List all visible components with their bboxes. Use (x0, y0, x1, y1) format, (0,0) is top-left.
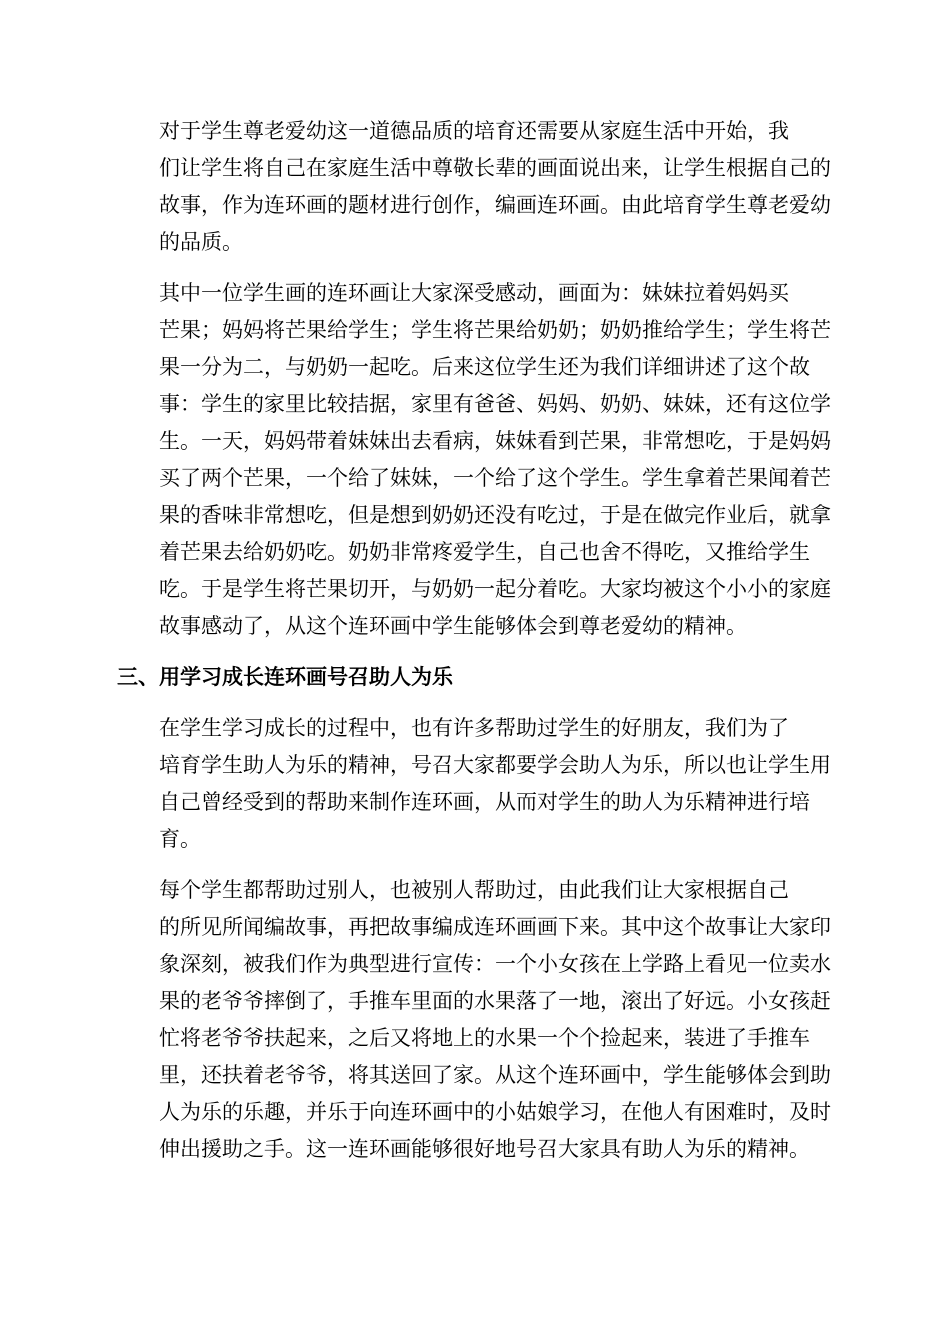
text-line: 故事感动了，从这个连环画中学生能够体会到尊老爱幼的精神。 (159, 614, 747, 638)
text-line: 果的香味非常想吃，但是想到奶奶还没有吃过，于是在做完作业后，就拿 (159, 503, 831, 527)
text-line: 事：学生的家里比较拮据，家里有爸爸、妈妈、奶奶、妹妹，还有这位学 (159, 392, 831, 416)
text-line: 育。 (159, 827, 201, 851)
text-line: 忙将老爷爷扶起来，之后又将地上的水果一个个捡起来，装进了手推车 (159, 1026, 810, 1050)
text-line: 们让学生将自己在家庭生活中尊敬长辈的画面说出来，让学生根据自己的 (159, 156, 831, 180)
text-line: 买了两个芒果，一个给了妹妹，一个给了这个学生。学生拿着芒果闻着芒 (159, 466, 831, 490)
text-line: 芒果；妈妈将芒果给学生；学生将芒果给奶奶；奶奶推给学生；学生将芒 (159, 318, 831, 342)
paragraph-helping-others-intro (117, 710, 835, 858)
paragraph-respect-elders-intro (117, 113, 835, 261)
text-line: 果一分为二，与奶奶一起吃。后来这位学生还为我们详细讲述了这个故 (159, 355, 810, 379)
text-line: 的所见所闻编故事，再把故事编成连环画画下来。其中这个故事让大家印 (159, 915, 831, 939)
text-line: 培育学生助人为乐的精神，号召大家都要学会助人为乐，所以也让学生用 (159, 753, 831, 777)
text-line: 着芒果去给奶奶吃。奶奶非常疼爱学生，自己也舍不得吃，又推给学生 (159, 540, 810, 564)
paragraph-mango-story (117, 275, 835, 645)
section-heading: 三、用学习成长连环画号召助人为乐 (117, 665, 453, 689)
text-line: 在学生学习成长的过程中，也有许多帮助过学生的好朋友，我们为了 (159, 716, 789, 740)
paragraph-girl-helps-grandpa (117, 872, 835, 1168)
text-line: 里，还扶着老爷爷，将其送回了家。从这个连环画中，学生能够体会到助 (159, 1063, 831, 1087)
text-line: 果的老爷爷摔倒了，手推车里面的水果落了一地，滚出了好远。小女孩赶 (159, 989, 831, 1013)
text-line: 伸出援助之手。这一连环画能够很好地号召大家具有助人为乐的精神。 (159, 1137, 810, 1161)
text-line: 的品质。 (159, 230, 243, 254)
text-line: 象深刻，被我们作为典型进行宣传：一个小女孩在上学路上看见一位卖水 (159, 952, 831, 976)
text-line: 每个学生都帮助过别人，也被别人帮助过，由此我们让大家根据自己 (159, 878, 789, 902)
document-body (117, 113, 835, 1182)
text-line: 故事，作为连环画的题材进行创作，编画连环画。由此培育学生尊老爱幼 (159, 193, 831, 217)
text-line: 吃。于是学生将芒果切开，与奶奶一起分着吃。大家均被这个小小的家庭 (159, 577, 831, 601)
text-line: 对于学生尊老爱幼这一道德品质的培育还需要从家庭生活中开始，我 (159, 119, 789, 143)
text-line: 生。一天，妈妈带着妹妹出去看病，妹妹看到芒果，非常想吃，于是妈妈 (159, 429, 831, 453)
text-line: 其中一位学生画的连环画让大家深受感动，画面为：妹妹拉着妈妈买 (159, 281, 789, 305)
text-line: 自己曾经受到的帮助来制作连环画，从而对学生的助人为乐精神进行培 (159, 790, 810, 814)
text-line: 人为乐的乐趣，并乐于向连环画中的小姑娘学习，在他人有困难时，及时 (159, 1100, 831, 1124)
